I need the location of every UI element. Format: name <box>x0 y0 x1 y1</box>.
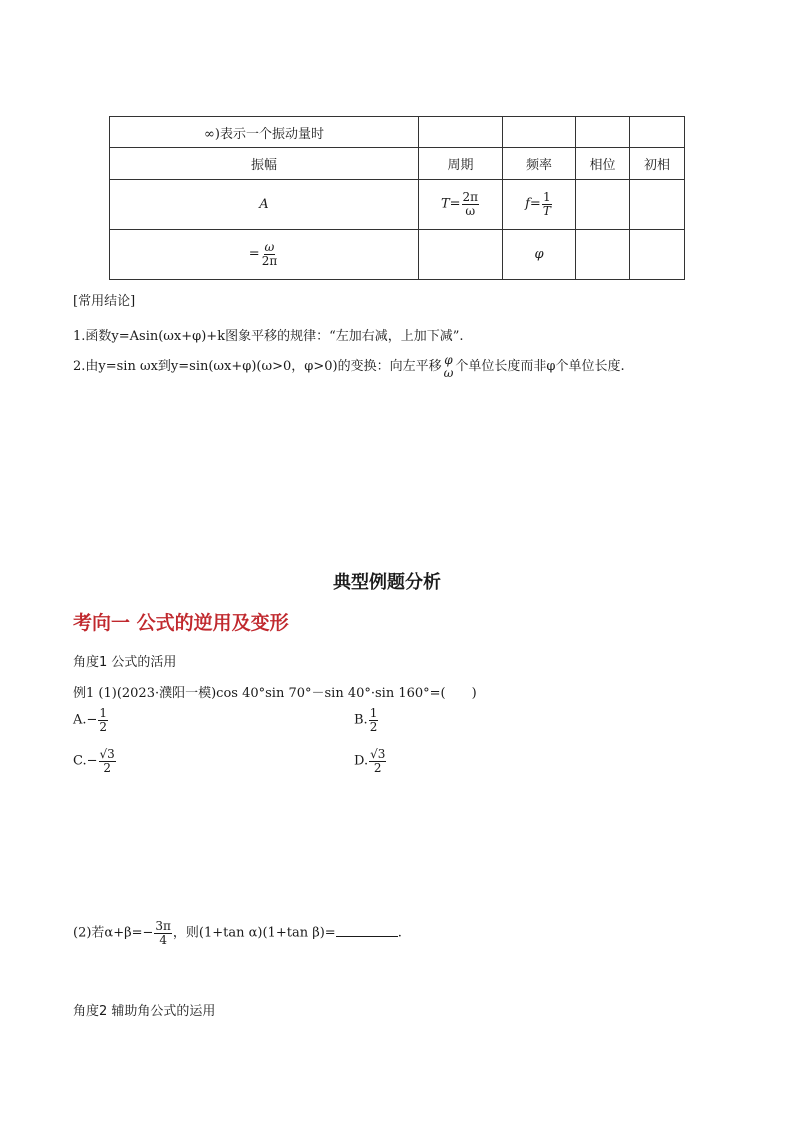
conclusion-item-1: 1.函数y=Asin(ωx+φ)+k图象平移的规律：“左加右减，上加下减”. <box>73 329 464 344</box>
table-cell <box>576 230 630 280</box>
header-phase: 相位 <box>576 148 630 180</box>
table-row <box>110 117 685 148</box>
fraction: $\frac{√3}{2}$ <box>99 747 115 775</box>
cell-frequency-alt: = $\frac{\omega}{2\pi}$ <box>110 230 419 280</box>
fraction: $\frac{1}{2}$ <box>369 706 378 734</box>
example-1-question: 例1 (1)(2023·濮阳一模)cos 40°sin 70°－sin 40°·sin 160°=( ) <box>73 686 477 701</box>
header-period: 周期 <box>419 148 503 180</box>
answer-blank[interactable] <box>336 936 398 937</box>
header-frequency: 频率 <box>503 148 576 180</box>
angle-2-title: 角度2 辅助角公式的运用 <box>73 1004 216 1019</box>
example-1-part-2: (2)若α+β=− $\frac{3\pi}{4}$ ，则(1+tan α)(1+tan β)= . <box>73 919 402 947</box>
header-amplitude: 振幅 <box>110 148 419 180</box>
table-row <box>110 180 685 230</box>
cell-frequency-formula: f= $\frac{1}{T}$ <box>503 180 576 230</box>
angle-1-title: 角度1 公式的活用 <box>73 655 177 670</box>
table-cell <box>576 180 630 230</box>
option-b: B. $\frac{1}{2}$ <box>354 706 378 734</box>
conclusion-item-2: 2.由y=sin ωx到y=sin(ωx+φ)(ω>0，φ>0)的变换：向左平移 φ ω 个单位长度而非φ个单位长度. <box>73 352 625 380</box>
table-cell: ∞)表示一个振动量时 <box>110 117 419 148</box>
conclusions-heading: [常用结论] <box>73 294 136 309</box>
cell-phase-symbol: φ <box>503 230 576 280</box>
table-cell <box>503 117 576 148</box>
fraction: $\frac{2\pi}{\omega}$ <box>462 190 479 218</box>
table-row <box>110 230 685 280</box>
header-initial-phase: 初相 <box>630 148 685 180</box>
table-cell <box>630 230 685 280</box>
option-a: A.− $\frac{1}{2}$ <box>73 706 108 734</box>
cell-period-formula: T= $\frac{2\pi}{\omega}$ <box>419 180 503 230</box>
table-cell <box>419 230 503 280</box>
table-cell <box>419 117 503 148</box>
fraction: $\frac{1}{2}$ <box>99 706 108 734</box>
table-cell <box>630 180 685 230</box>
topic-title: 考向一 公式的逆用及变形 <box>73 612 289 634</box>
option-c: C.− $\frac{√3}{2}$ <box>73 747 115 775</box>
fraction: $\frac{\omega}{2\pi}$ <box>261 240 278 268</box>
option-d: D. $\frac{√3}{2}$ <box>354 747 386 775</box>
formula-table <box>109 116 685 280</box>
fraction: φ ω <box>443 352 454 380</box>
table-cell <box>630 117 685 148</box>
fraction: $\frac{√3}{2}$ <box>370 747 386 775</box>
table-header-row <box>110 148 685 180</box>
fraction: $\frac{3\pi}{4}$ <box>155 919 171 947</box>
fraction: $\frac{1}{T}$ <box>542 190 551 218</box>
table-cell <box>576 117 630 148</box>
cell-amplitude: A <box>110 180 419 230</box>
section-title: 典型例题分析 <box>333 572 441 593</box>
